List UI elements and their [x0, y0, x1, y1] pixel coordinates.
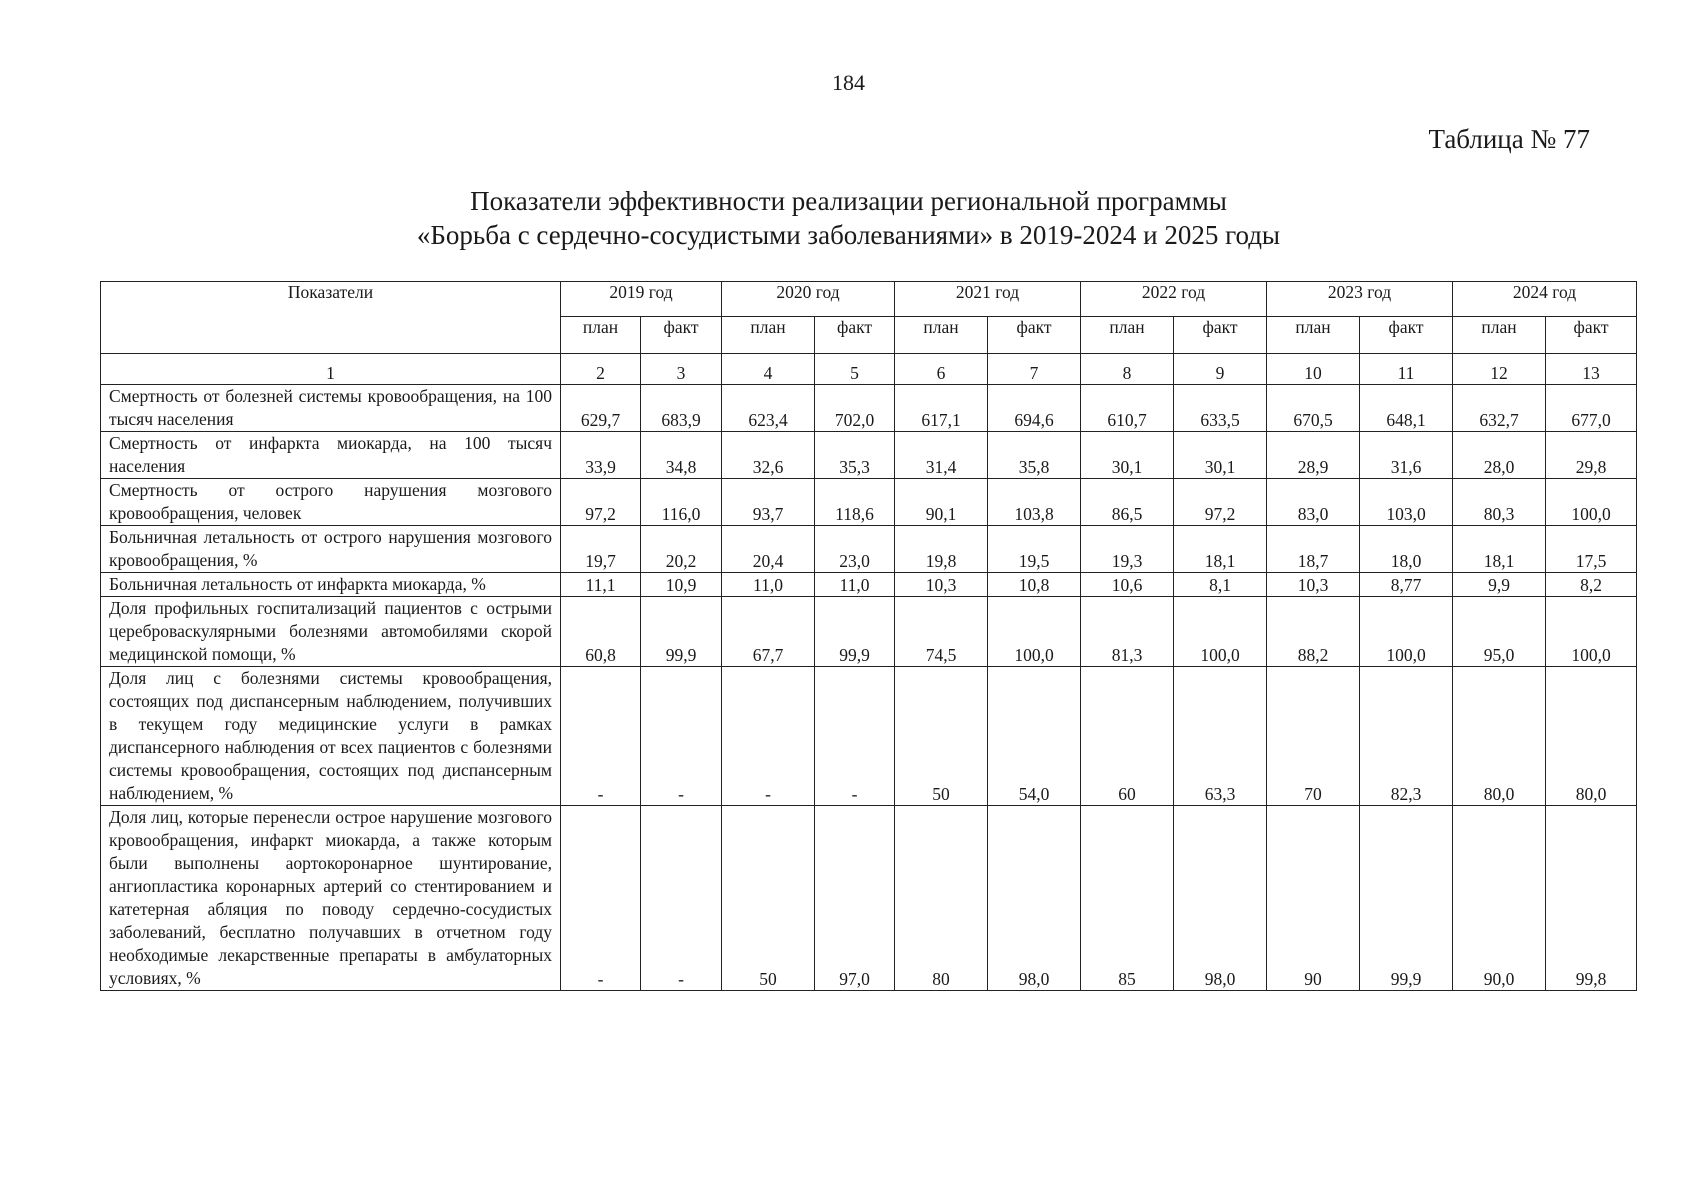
indicator-label: Смертность от инфаркта миокарда, на 100 тысяч населения [101, 432, 561, 479]
indicator-label: Смертность от болезней системы кровообращения, на 100 тысяч населения [101, 385, 561, 432]
indicator-value: 98,0 [1174, 806, 1267, 991]
indicator-value: 103,8 [988, 479, 1081, 526]
indicator-value: 80 [895, 806, 988, 991]
indicator-value: 8,1 [1174, 573, 1267, 597]
indicator-value: 85 [1081, 806, 1174, 991]
indicator-value: 95,0 [1453, 597, 1546, 667]
indicator-value: - [561, 667, 641, 806]
indicator-value: 629,7 [561, 385, 641, 432]
indicator-value: 35,3 [815, 432, 895, 479]
indicator-value: 28,0 [1453, 432, 1546, 479]
indicator-value: 90 [1267, 806, 1360, 991]
indicator-value: 10,6 [1081, 573, 1174, 597]
indicator-value: 18,0 [1360, 526, 1453, 573]
column-number: 11 [1360, 354, 1453, 385]
indicator-label: Больничная летальность от острого нарушения мозгового кровообращения, % [101, 526, 561, 573]
indicator-value: - [561, 806, 641, 991]
plan-header: план [722, 317, 815, 354]
indicator-value: 17,5 [1546, 526, 1637, 573]
indicator-value: 11,0 [722, 573, 815, 597]
table-body [101, 354, 1637, 991]
column-number: 12 [1453, 354, 1546, 385]
column-numbers-row [101, 354, 1637, 385]
table-row [101, 479, 1637, 526]
indicator-value: 623,4 [722, 385, 815, 432]
year-header: 2020 год [722, 282, 895, 317]
indicator-value: 97,2 [1174, 479, 1267, 526]
indicator-value: 67,7 [722, 597, 815, 667]
plan-header: план [895, 317, 988, 354]
plan-header: план [1267, 317, 1360, 354]
indicator-value: 80,0 [1453, 667, 1546, 806]
column-number: 9 [1174, 354, 1267, 385]
indicator-value: 97,0 [815, 806, 895, 991]
indicator-label: Смертность от острого нарушения мозгового кровообращения, человек [101, 479, 561, 526]
indicator-value: 99,8 [1546, 806, 1637, 991]
indicator-label: Доля профильных госпитализаций пациентов с острыми цереброваскулярными болезнями автомобилями скорой медицинской помощи, % [101, 597, 561, 667]
indicator-value: 10,9 [641, 573, 722, 597]
indicator-value: 100,0 [988, 597, 1081, 667]
indicator-value: 99,9 [1360, 806, 1453, 991]
indicator-value: 610,7 [1081, 385, 1174, 432]
table-row [101, 385, 1637, 432]
indicator-value: 100,0 [1174, 597, 1267, 667]
column-number: 1 [101, 354, 561, 385]
indicator-label: Доля лиц, которые перенесли острое нарушение мозгового кровообращения, инфаркт миокарда, а также которым были выполнены аортокоронарное шунтирование, ангиопластика коронарных артерий со стентированием и катетерная абляция по поводу сердечно-сосудистых заболеваний, бесплатно получавших в отчетном году необходимые лекарственные препараты в амбулаторных условиях, % [101, 806, 561, 991]
indicator-value: 19,8 [895, 526, 988, 573]
indicator-value: 80,0 [1546, 667, 1637, 806]
indicator-label: Доля лиц с болезнями системы кровообращения, состоящих под диспансерным наблюдением, получивших в текущем году медицинские услуги в рамках диспансерного наблюдения от всех пациентов с болезнями системы кровообращения, состоящих под диспансерным наблюдением, % [101, 667, 561, 806]
column-number: 4 [722, 354, 815, 385]
indicator-value: - [722, 667, 815, 806]
indicator-value: 617,1 [895, 385, 988, 432]
plan-header: план [1081, 317, 1174, 354]
indicator-value: 70 [1267, 667, 1360, 806]
indicator-value: 677,0 [1546, 385, 1637, 432]
indicator-value: 90,0 [1453, 806, 1546, 991]
indicator-value: 118,6 [815, 479, 895, 526]
indicator-value: 683,9 [641, 385, 722, 432]
indicator-value: 33,9 [561, 432, 641, 479]
indicator-value: 74,5 [895, 597, 988, 667]
indicator-value: 702,0 [815, 385, 895, 432]
year-header: 2021 год [895, 282, 1081, 317]
indicator-value: 19,7 [561, 526, 641, 573]
indicator-value: 60 [1081, 667, 1174, 806]
indicator-value: 35,8 [988, 432, 1081, 479]
indicator-value: 116,0 [641, 479, 722, 526]
indicator-value: - [815, 667, 895, 806]
indicator-value: 8,77 [1360, 573, 1453, 597]
column-number: 7 [988, 354, 1081, 385]
indicator-value: 88,2 [1267, 597, 1360, 667]
year-header: 2019 год [561, 282, 722, 317]
indicator-value: 694,6 [988, 385, 1081, 432]
fact-header: факт [1546, 317, 1637, 354]
table-row [101, 667, 1637, 806]
indicator-value: 93,7 [722, 479, 815, 526]
indicator-value: 81,3 [1081, 597, 1174, 667]
year-header: 2024 год [1453, 282, 1637, 317]
column-number: 3 [641, 354, 722, 385]
title-line-1: Показатели эффективности реализации региональной программы [470, 186, 1227, 216]
indicator-value: 83,0 [1267, 479, 1360, 526]
indicator-value: 98,0 [988, 806, 1081, 991]
indicator-value: 648,1 [1360, 385, 1453, 432]
indicator-value: 20,4 [722, 526, 815, 573]
fact-header: факт [1360, 317, 1453, 354]
fact-header: факт [988, 317, 1081, 354]
indicator-value: 30,1 [1174, 432, 1267, 479]
indicator-header: Показатели [101, 282, 561, 354]
plan-header: план [1453, 317, 1546, 354]
indicator-value: 23,0 [815, 526, 895, 573]
indicator-value: 32,6 [722, 432, 815, 479]
indicator-value: 54,0 [988, 667, 1081, 806]
indicator-value: - [641, 806, 722, 991]
indicator-value: 100,0 [1546, 597, 1637, 667]
indicator-value: 18,1 [1453, 526, 1546, 573]
indicator-value: 60,8 [561, 597, 641, 667]
fact-header: факт [641, 317, 722, 354]
indicator-value: 19,3 [1081, 526, 1174, 573]
table-row [101, 806, 1637, 991]
column-number: 2 [561, 354, 641, 385]
indicator-value: 10,8 [988, 573, 1081, 597]
indicator-value: 103,0 [1360, 479, 1453, 526]
column-number: 5 [815, 354, 895, 385]
indicator-value: 28,9 [1267, 432, 1360, 479]
fact-header: факт [815, 317, 895, 354]
header-row-years [101, 282, 1637, 317]
indicator-value: 100,0 [1546, 479, 1637, 526]
indicator-value: 633,5 [1174, 385, 1267, 432]
indicator-value: 63,3 [1174, 667, 1267, 806]
title-line-2: «Борьба с сердечно-сосудистыми заболеваниями» в 2019-2024 и 2025 годы [416, 220, 1281, 250]
indicator-value: 50 [895, 667, 988, 806]
indicator-value: 82,3 [1360, 667, 1453, 806]
document-title [0, 184, 1697, 252]
column-number: 6 [895, 354, 988, 385]
indicator-value: 31,4 [895, 432, 988, 479]
indicator-value: 670,5 [1267, 385, 1360, 432]
indicator-value: 8,2 [1546, 573, 1637, 597]
indicator-value: 30,1 [1081, 432, 1174, 479]
indicator-value: 31,6 [1360, 432, 1453, 479]
indicator-value: 86,5 [1081, 479, 1174, 526]
indicator-value: 99,9 [815, 597, 895, 667]
column-number: 10 [1267, 354, 1360, 385]
fact-header: факт [1174, 317, 1267, 354]
indicator-value: 11,0 [815, 573, 895, 597]
indicator-value: 34,8 [641, 432, 722, 479]
indicator-value: 18,7 [1267, 526, 1360, 573]
table-row [101, 573, 1637, 597]
indicator-value: - [641, 667, 722, 806]
indicator-value: 80,3 [1453, 479, 1546, 526]
indicator-value: 100,0 [1360, 597, 1453, 667]
indicator-value: 18,1 [1174, 526, 1267, 573]
indicator-value: 19,5 [988, 526, 1081, 573]
year-header: 2023 год [1267, 282, 1453, 317]
indicator-value: 99,9 [641, 597, 722, 667]
column-number: 8 [1081, 354, 1174, 385]
plan-header: план [561, 317, 641, 354]
table-row [101, 432, 1637, 479]
indicator-value: 90,1 [895, 479, 988, 526]
indicators-table [100, 281, 1637, 991]
page-number: 184 [832, 70, 865, 95]
table-caption: Таблица № 77 [1428, 124, 1590, 154]
indicator-value: 10,3 [895, 573, 988, 597]
indicator-value: 11,1 [561, 573, 641, 597]
indicator-value: 20,2 [641, 526, 722, 573]
year-header: 2022 год [1081, 282, 1267, 317]
indicator-value: 10,3 [1267, 573, 1360, 597]
table-row [101, 526, 1637, 573]
indicator-value: 50 [722, 806, 815, 991]
indicator-value: 632,7 [1453, 385, 1546, 432]
column-number: 13 [1546, 354, 1637, 385]
indicator-label: Больничная летальность от инфаркта миокарда, % [101, 573, 561, 597]
indicator-value: 9,9 [1453, 573, 1546, 597]
indicator-value: 29,8 [1546, 432, 1637, 479]
indicator-value: 97,2 [561, 479, 641, 526]
table-row [101, 597, 1637, 667]
